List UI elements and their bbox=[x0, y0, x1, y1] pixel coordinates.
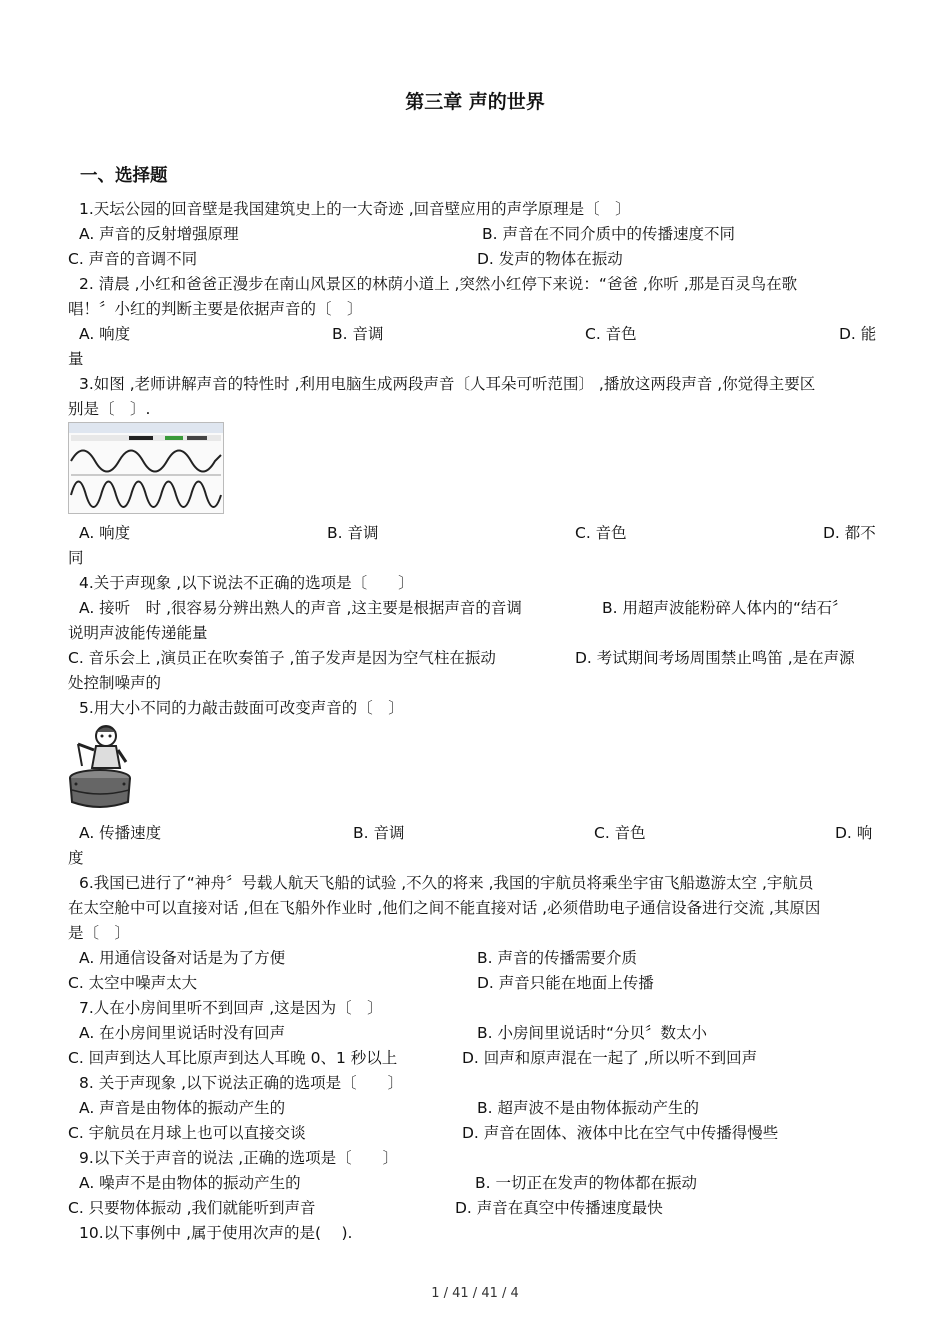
q8-option-d: D. 声音在固体、液体中比在空气中传播得慢些 bbox=[462, 1124, 779, 1142]
q6-stem-line2: 在太空舱中可以直接对话 ,但在飞船外作业时 ,他们之间不能直接对话 ,必须借助电子通信设备进行交流 ,其原因 bbox=[68, 899, 821, 917]
q6-stem-line3: 是〔 〕 bbox=[68, 924, 131, 942]
q7-option-c: C. 回声到达人耳比原声到达人耳晚 0、1 秒以上 bbox=[68, 1049, 398, 1067]
q5-option-b: B. 音调 bbox=[353, 824, 405, 842]
q4-option-c: C. 音乐会上 ,演员正在吹奏笛子 ,笛子发声是因为空气柱在振动 bbox=[68, 649, 496, 667]
q3-stem-line1: 3.如图 ,老师讲解声音的特性时 ,利用电脑生成两段声音〔人耳朵可听范围〕 ,播放这两段声音 ,你觉得主要区 bbox=[79, 375, 816, 393]
q3-option-c: C. 音色 bbox=[575, 524, 627, 542]
page-number: 1 / 41 / 41 / 4 bbox=[431, 1286, 519, 1301]
q9-option-b: B. 一切正在发声的物体都在振动 bbox=[475, 1174, 697, 1192]
q3-option-a: A. 响度 bbox=[79, 524, 131, 542]
q5-option-d: D. 响 bbox=[835, 824, 873, 842]
q6-option-a: A. 用通信设备对话是为了方便 bbox=[79, 949, 286, 967]
q9-option-c: C. 只要物体振动 ,我们就能听到声音 bbox=[68, 1199, 316, 1217]
q3-option-d: D. 都不 bbox=[823, 524, 876, 542]
q1-option-d: D. 发声的物体在振动 bbox=[477, 250, 623, 268]
section-heading: 一、选择题 bbox=[80, 166, 168, 186]
q4-option-a: A. 接听 时 ,很容易分辨出熟人的声音 ,这主要是根据声音的音调 bbox=[79, 599, 522, 617]
q5-option-d-wrap: 度 bbox=[68, 849, 84, 867]
q9-stem: 9.以下关于声音的说法 ,正确的选项是〔 〕 bbox=[79, 1149, 399, 1167]
q6-stem-line1: 6.我国已进行了“神舟〞号载人航天飞船的试验 ,不久的将来 ,我国的宇航员将乘坐宇宙飞船遨游太空 ,宇航员 bbox=[79, 874, 814, 892]
q6-option-b: B. 声音的传播需要介质 bbox=[477, 949, 637, 967]
q4-option-d: D. 考试期间考场周围禁止鸣笛 ,是在声源 bbox=[575, 649, 855, 667]
q7-option-d: D. 回声和原声混在一起了 ,所以听不到回声 bbox=[462, 1049, 758, 1067]
q7-stem: 7.人在小房间里听不到回声 ,这是因为〔 〕 bbox=[79, 999, 383, 1017]
q1-option-b: B. 声音在不同介质中的传播速度不同 bbox=[482, 225, 735, 243]
q7-option-b: B. 小房间里说话时“分贝〞数太小 bbox=[477, 1024, 708, 1042]
q5-stem: 5.用大小不同的力敲击鼓面可改变声音的〔 〕 bbox=[79, 699, 404, 717]
q3-option-d-wrap: 同 bbox=[68, 549, 84, 567]
q10-stem: 10.以下事例中 ,属于使用次声的是( ). bbox=[79, 1224, 353, 1242]
q2-option-d: D. 能 bbox=[839, 325, 877, 343]
q2-option-d-wrap: 量 bbox=[68, 350, 84, 368]
q8-option-a: A. 声音是由物体的振动产生的 bbox=[79, 1099, 286, 1117]
q4-option-d-wrap: 处控制噪声的 bbox=[68, 674, 162, 692]
q1-option-c: C. 声音的音调不同 bbox=[68, 250, 198, 268]
q6-option-d: D. 声音只能在地面上传播 bbox=[477, 974, 654, 992]
q5-option-c: C. 音色 bbox=[594, 824, 646, 842]
q8-stem: 8. 关于声现象 ,以下说法正确的选项是〔 〕 bbox=[79, 1074, 404, 1092]
q2-option-a: A. 响度 bbox=[79, 325, 131, 343]
q5-option-a: A. 传播速度 bbox=[79, 824, 162, 842]
q2-stem-line1: 2. 清晨 ,小红和爸爸正漫步在南山风景区的林荫小道上 ,突然小红停下来说：“爸爸 ,你听 ,那是百灵鸟在歌 bbox=[79, 275, 798, 293]
drummer-figure bbox=[66, 722, 136, 810]
q4-option-b: B. 用超声波能粉碎人体内的“结石〞 bbox=[602, 599, 848, 617]
waveform-figure bbox=[68, 422, 224, 514]
q4-option-b-wrap: 说明声波能传递能量 bbox=[68, 624, 208, 642]
q3-option-b: B. 音调 bbox=[327, 524, 379, 542]
q9-option-a: A. 噪声不是由物体的振动产生的 bbox=[79, 1174, 301, 1192]
page-title: 第三章 声的世界 bbox=[405, 91, 545, 113]
q3-stem-line2: 别是〔 〕. bbox=[68, 400, 151, 418]
q4-stem: 4.关于声现象 ,以下说法不正确的选项是〔 〕 bbox=[79, 574, 414, 592]
q8-option-c: C. 宇航员在月球上也可以直接交谈 bbox=[68, 1124, 306, 1142]
q1-stem: 1.天坛公园的回音壁是我国建筑史上的一大奇迹 ,回音壁应用的声学原理是〔 〕 bbox=[79, 200, 631, 218]
q9-option-d: D. 声音在真空中传播速度最快 bbox=[455, 1199, 663, 1217]
q8-option-b: B. 超声波不是由物体振动产生的 bbox=[477, 1099, 699, 1117]
q2-stem-line2: 唱！〞小红的判断主要是依据声音的〔 〕 bbox=[68, 300, 363, 318]
q1-option-a: A. 声音的反射增强原理 bbox=[79, 225, 239, 243]
q6-option-c: C. 太空中噪声太大 bbox=[68, 974, 198, 992]
q2-option-c: C. 音色 bbox=[585, 325, 637, 343]
q7-option-a: A. 在小房间里说话时没有回声 bbox=[79, 1024, 286, 1042]
q2-option-b: B. 音调 bbox=[332, 325, 384, 343]
